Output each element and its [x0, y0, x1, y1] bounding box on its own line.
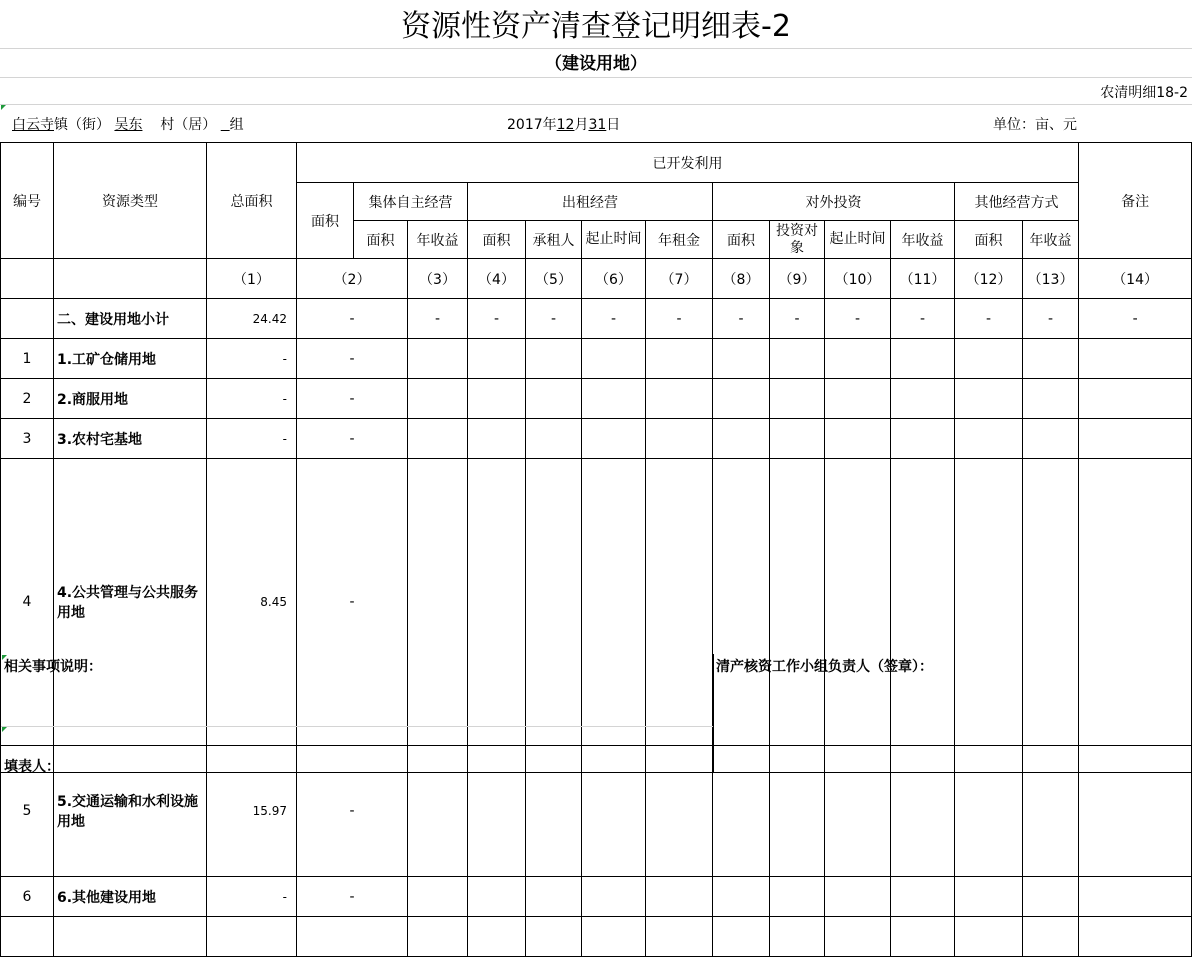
leader-signature-label: 清产核资工作小组负责人（签章）： — [716, 659, 933, 675]
col-number: （2） — [297, 259, 408, 299]
header-type: 资源类型 — [54, 143, 207, 259]
table-cell — [713, 339, 770, 379]
col-number: （12） — [955, 259, 1023, 299]
header-rental: 出租经营 — [468, 183, 713, 221]
table-cell — [468, 877, 526, 917]
subtotal-cell: - — [408, 299, 468, 339]
row-area: - — [297, 877, 408, 917]
header-inv-income: 年收益 — [891, 221, 955, 259]
header-other-area: 面积 — [955, 221, 1023, 259]
table-cell — [468, 339, 526, 379]
table-cell — [207, 917, 297, 957]
col-number: （8） — [713, 259, 770, 299]
row-area: - — [297, 339, 408, 379]
table-cell — [526, 379, 582, 419]
table-cell — [825, 339, 891, 379]
table-cell — [825, 419, 891, 459]
table-cell — [1079, 419, 1192, 459]
signature-box — [713, 654, 1192, 773]
row-total: - — [207, 379, 297, 419]
table-cell — [770, 339, 825, 379]
table-cell — [825, 877, 891, 917]
col-number: （6） — [582, 259, 646, 299]
group-suffix: 组 — [229, 117, 244, 133]
header-self-income: 年收益 — [408, 221, 468, 259]
header-other-operation: 其他经营方式 — [955, 183, 1079, 221]
report-date — [507, 114, 620, 136]
header-inv-period: 起止时间 — [825, 221, 891, 259]
row-type: 1.工矿仓储用地 — [54, 339, 207, 379]
row-total: - — [207, 339, 297, 379]
header-remark: 备注 — [1079, 143, 1192, 259]
table-cell — [1079, 379, 1192, 419]
row-total: - — [207, 877, 297, 917]
subtotal-cell: - — [468, 299, 526, 339]
col-number: （10） — [825, 259, 891, 299]
subtotal-cell: - — [297, 299, 408, 339]
col-number: （14） — [1079, 259, 1192, 299]
subtotal-cell: - — [1079, 299, 1192, 339]
row-no: 6 — [1, 877, 54, 917]
col-number: （13） — [1023, 259, 1079, 299]
table-row — [1, 917, 1192, 957]
group-blank — [221, 117, 230, 133]
col-number: （4） — [468, 259, 526, 299]
header-no: 编号 — [1, 143, 54, 259]
table-cell — [408, 419, 468, 459]
row-type: 5.交通运输和水利设施用地 — [54, 746, 207, 877]
table-cell — [713, 379, 770, 419]
table-cell — [955, 379, 1023, 419]
header-area: 面积 — [297, 183, 354, 259]
asset-table — [0, 142, 1192, 957]
table-cell — [582, 419, 646, 459]
table-cell — [891, 379, 955, 419]
notes-box — [0, 654, 714, 773]
location-line — [12, 114, 244, 136]
table-cell — [408, 877, 468, 917]
table-cell — [468, 419, 526, 459]
table-cell — [468, 379, 526, 419]
table-cell — [582, 877, 646, 917]
table-cell — [1023, 877, 1079, 917]
table-cell — [408, 917, 468, 957]
table-cell — [408, 379, 468, 419]
row-no: 5 — [1, 746, 54, 877]
table-cell — [770, 877, 825, 917]
table-cell — [955, 917, 1023, 957]
table-cell — [955, 339, 1023, 379]
column-number-row — [1, 259, 1192, 299]
row-type: 3.农村宅基地 — [54, 419, 207, 459]
header-total-area: 总面积 — [207, 143, 297, 259]
date-day: 31 — [588, 117, 607, 133]
date-day-unit: 日 — [606, 117, 621, 133]
table-cell — [1079, 877, 1192, 917]
table-cell — [1079, 917, 1192, 957]
table-cell — [468, 917, 526, 957]
table-cell — [825, 379, 891, 419]
row-area: - — [297, 379, 408, 419]
row-no: 3 — [1, 419, 54, 459]
table-cell — [646, 419, 713, 459]
table-row — [1, 877, 1192, 917]
row-total: 15.97 — [207, 746, 297, 877]
table-cell — [891, 917, 955, 957]
town-name: 白云寺 — [12, 117, 54, 133]
notes-label: 相关事项说明： — [4, 659, 102, 675]
table-cell — [1023, 379, 1079, 419]
table-cell — [770, 379, 825, 419]
table-cell — [526, 917, 582, 957]
report-title: 资源性资产清查登记明细表-2 — [401, 9, 791, 44]
subtotal-cell: - — [1023, 299, 1079, 339]
report-subtitle: （建设用地） — [545, 54, 647, 74]
subtotal-label: 二、建设用地小计 — [54, 299, 207, 339]
gridline — [0, 77, 1192, 78]
header-tenant: 承租人 — [526, 221, 582, 259]
row-area: - — [297, 459, 408, 746]
table-cell — [408, 339, 468, 379]
table-cell — [713, 877, 770, 917]
form-code: 农清明细18-2 — [1100, 85, 1188, 101]
table-cell — [582, 379, 646, 419]
col-number: （3） — [408, 259, 468, 299]
header-developed: 已开发利用 — [297, 143, 1079, 183]
subtotal-cell: - — [646, 299, 713, 339]
header-inv-target: 投资对象 — [770, 221, 825, 259]
table-cell — [526, 877, 582, 917]
table-cell — [646, 379, 713, 419]
row-area: - — [297, 419, 408, 459]
cell-marker-icon — [2, 727, 7, 732]
subtotal-cell: - — [770, 299, 825, 339]
col-number: （5） — [526, 259, 582, 299]
row-total: 8.45 — [207, 459, 297, 746]
date-month-unit: 月 — [574, 117, 589, 133]
header-annual-rent: 年租金 — [646, 221, 713, 259]
row-type: 2.商服用地 — [54, 379, 207, 419]
col-number: （9） — [770, 259, 825, 299]
table-cell — [54, 917, 207, 957]
table-cell — [1, 299, 54, 339]
table-cell — [1023, 419, 1079, 459]
village-name: 吴东 — [114, 117, 143, 133]
table-cell — [646, 339, 713, 379]
col-number: （7） — [646, 259, 713, 299]
row-no: 1 — [1, 339, 54, 379]
subtotal-cell: - — [955, 299, 1023, 339]
table-cell — [955, 877, 1023, 917]
subtotal-row — [1, 299, 1192, 339]
date-year-unit: 年 — [542, 117, 557, 133]
header-self-operated: 集体自主经营 — [354, 183, 468, 221]
subtotal-cell: - — [825, 299, 891, 339]
preparer-label: 填表人： — [4, 759, 60, 775]
table-cell — [54, 259, 207, 299]
cell-marker-icon — [1, 105, 6, 110]
header-inv-area: 面积 — [713, 221, 770, 259]
table-cell — [582, 339, 646, 379]
row-type: 4.公共管理与公共服务用地 — [54, 459, 207, 746]
gridline — [1, 726, 713, 727]
table-cell — [646, 917, 713, 957]
subtotal-cell: - — [713, 299, 770, 339]
subtotal-cell: - — [582, 299, 646, 339]
date-year: 2017 — [507, 117, 543, 133]
subtotal-cell: - — [526, 299, 582, 339]
table-cell — [1023, 917, 1079, 957]
table-cell — [526, 339, 582, 379]
table-cell — [1, 917, 54, 957]
village-suffix: 村（居） — [160, 117, 217, 133]
table-cell — [1, 259, 54, 299]
subtotal-total: 24.42 — [207, 299, 297, 339]
table-cell — [297, 917, 408, 957]
table-cell — [526, 419, 582, 459]
table-row — [1, 339, 1192, 379]
table-cell — [1023, 339, 1079, 379]
row-area: - — [297, 746, 408, 877]
table-cell — [1079, 339, 1192, 379]
table-cell — [770, 419, 825, 459]
table-cell — [713, 419, 770, 459]
table-cell — [825, 917, 891, 957]
table-cell — [891, 419, 955, 459]
table-cell — [646, 877, 713, 917]
gridline — [0, 104, 1192, 105]
table-row — [1, 419, 1192, 459]
footer-section — [0, 654, 1192, 774]
subtotal-cell: - — [891, 299, 955, 339]
col-number: （1） — [207, 259, 297, 299]
header-self-area: 面积 — [354, 221, 408, 259]
header-other-income: 年收益 — [1023, 221, 1079, 259]
table-cell — [955, 419, 1023, 459]
unit-label: 单位：亩、元 — [993, 117, 1077, 133]
date-month: 12 — [556, 117, 575, 133]
table-cell — [770, 917, 825, 957]
table-cell — [713, 917, 770, 957]
header-external-investment: 对外投资 — [713, 183, 955, 221]
row-no: 2 — [1, 379, 54, 419]
town-suffix: 镇（街） — [54, 117, 110, 133]
table-cell — [891, 877, 955, 917]
header-rent-period: 起止时间 — [582, 221, 646, 259]
col-number: （11） — [891, 259, 955, 299]
table-cell — [891, 339, 955, 379]
row-type: 6.其他建设用地 — [54, 877, 207, 917]
row-total: - — [207, 419, 297, 459]
header-rent-area: 面积 — [468, 221, 526, 259]
row-no: 4 — [1, 459, 54, 746]
table-cell — [582, 917, 646, 957]
table-row — [1, 379, 1192, 419]
